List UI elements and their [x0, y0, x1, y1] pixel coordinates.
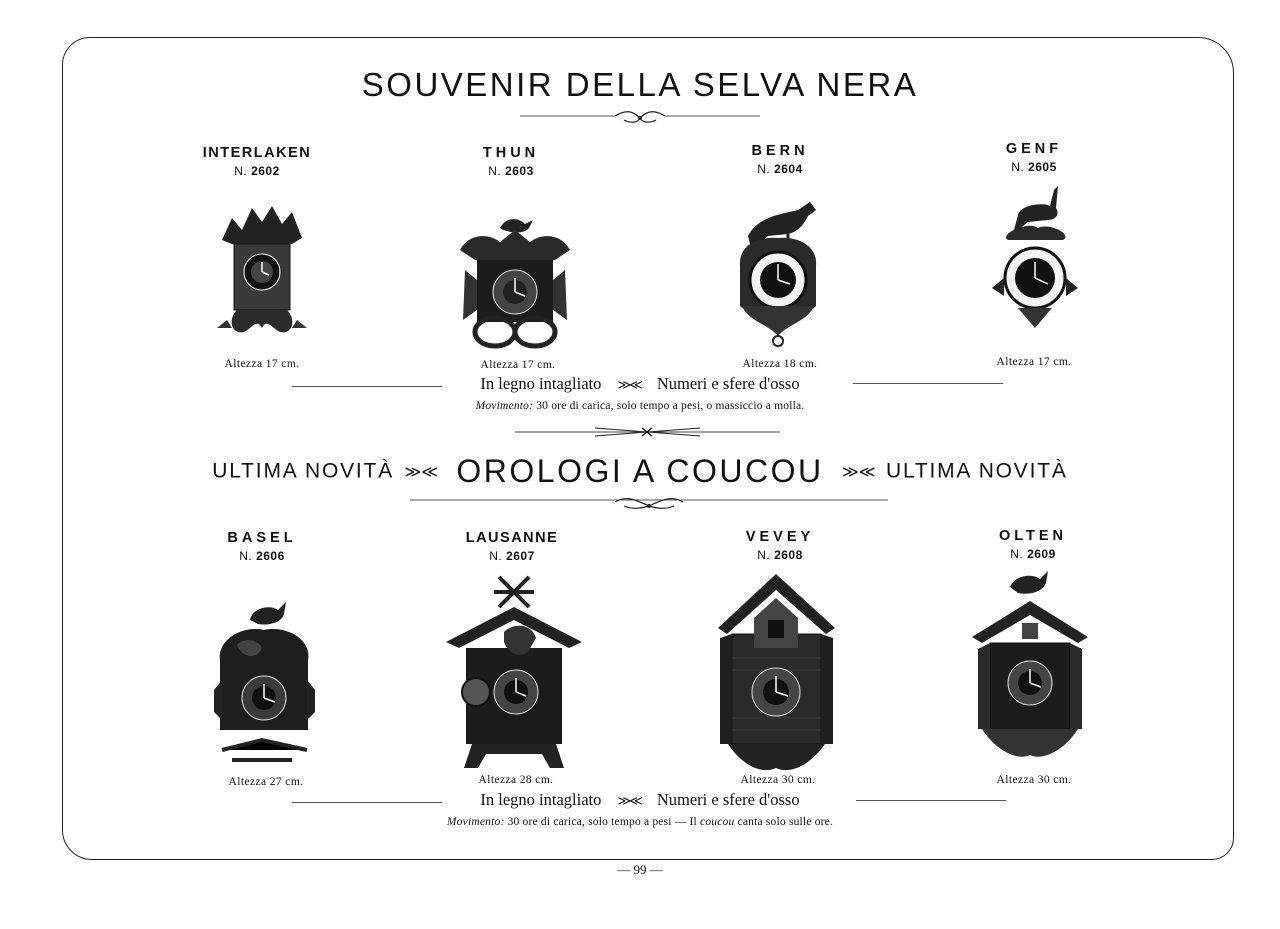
- tagline: [0, 790, 1280, 810]
- clock-card-bern: [680, 143, 880, 176]
- heading-novelty-left: ULTIMA NOVITÀ: [212, 459, 394, 483]
- clock-height-label: Altezza 28 cm.: [478, 774, 554, 786]
- movement-text: 30 ore di carica, solo tempo a pesi — Il: [507, 816, 697, 828]
- clock-card-lausanne: [412, 530, 612, 563]
- clock-number: N. 2604: [757, 162, 803, 176]
- clock-number: N. 2606: [239, 549, 285, 563]
- tagline-material: In legno intagliato: [480, 790, 602, 809]
- clock-height-label: Altezza 30 cm.: [740, 774, 816, 786]
- clock-number: N. 2607: [489, 549, 535, 563]
- clock-height-label: Altezza 17 cm.: [224, 358, 300, 370]
- movement-label: Movimento:: [475, 400, 534, 412]
- clock-illustration-bern: [728, 196, 828, 356]
- movement-text-end: canta solo sulle ore.: [737, 816, 834, 828]
- separator-ornament: ≫≪: [404, 463, 438, 481]
- clock-illustration-vevey: [714, 568, 839, 776]
- page-number: — 99 —: [617, 862, 663, 877]
- clock-height-label: Altezza 27 cm.: [228, 776, 304, 788]
- clock-illustration-thun: [455, 210, 575, 352]
- clock-height-label: Altezza 17 cm.: [480, 359, 556, 371]
- clock-illustration-olten: [970, 565, 1090, 770]
- page-title: SOUVENIR DELLA SELVA NERA: [361, 66, 919, 103]
- separator-ornament: ≫≪: [617, 377, 641, 392]
- clock-illustration-lausanne: [444, 572, 584, 772]
- heading-ornament-flourish: [410, 494, 888, 514]
- clock-number: N. 2605: [1011, 160, 1057, 174]
- clock-card-vevey: [680, 529, 880, 562]
- title-ornament-flourish: [520, 108, 760, 128]
- clock-illustration-basel: [212, 600, 317, 770]
- section-divider-ornament: [515, 425, 780, 439]
- separator-ornament: ≫≪: [617, 793, 641, 808]
- clock-name: LAUSANNE: [465, 530, 559, 546]
- clock-illustration-genf: [988, 180, 1083, 335]
- movement-text: 30 ore di carica, solo tempo a pesi, o massiccio a molla.: [536, 400, 805, 412]
- clock-name: BERN: [751, 143, 809, 159]
- movement-note: [0, 816, 1280, 828]
- clock-height-label: Altezza 17 cm.: [996, 356, 1072, 368]
- clock-number: N. 2609: [1010, 547, 1056, 561]
- tagline-numbers: Numeri e sfere d'osso: [656, 790, 800, 809]
- clock-number: N. 2608: [757, 548, 803, 562]
- movement-note: [0, 400, 1280, 412]
- tagline-numbers: Numeri e sfere d'osso: [656, 374, 800, 393]
- separator-ornament: ≫≪: [842, 463, 876, 481]
- clock-name: THUN: [482, 145, 540, 161]
- movement-coucou-italic: coucou: [700, 816, 735, 828]
- clock-card-basel: [162, 530, 362, 563]
- section-heading-coucou: [0, 453, 1280, 490]
- clock-name: OLTEN: [998, 528, 1068, 544]
- tagline-material: In legno intagliato: [480, 374, 602, 393]
- clock-illustration-interlaken: [212, 200, 312, 345]
- clock-number: N. 2602: [234, 164, 280, 178]
- clock-height-label: Altezza 18 cm.: [742, 358, 818, 370]
- clock-name: VEVEY: [745, 529, 815, 545]
- clock-card-thun: [411, 145, 611, 178]
- clock-number: N. 2603: [488, 164, 534, 178]
- heading-novelty-right: ULTIMA NOVITÀ: [885, 459, 1068, 483]
- clock-card-olten: [933, 528, 1133, 561]
- clock-height-label: Altezza 30 cm.: [996, 774, 1072, 786]
- heading-main: OROLOGI A COUCOU: [456, 453, 824, 489]
- clock-name: GENF: [1005, 141, 1063, 157]
- tagline: [0, 374, 1280, 394]
- clock-card-genf: [934, 141, 1134, 174]
- movement-label: Movimento:: [446, 816, 505, 828]
- clock-name: BASEL: [227, 530, 297, 546]
- clock-card-interlaken: [157, 145, 357, 178]
- clock-name: INTERLAKEN: [202, 145, 312, 161]
